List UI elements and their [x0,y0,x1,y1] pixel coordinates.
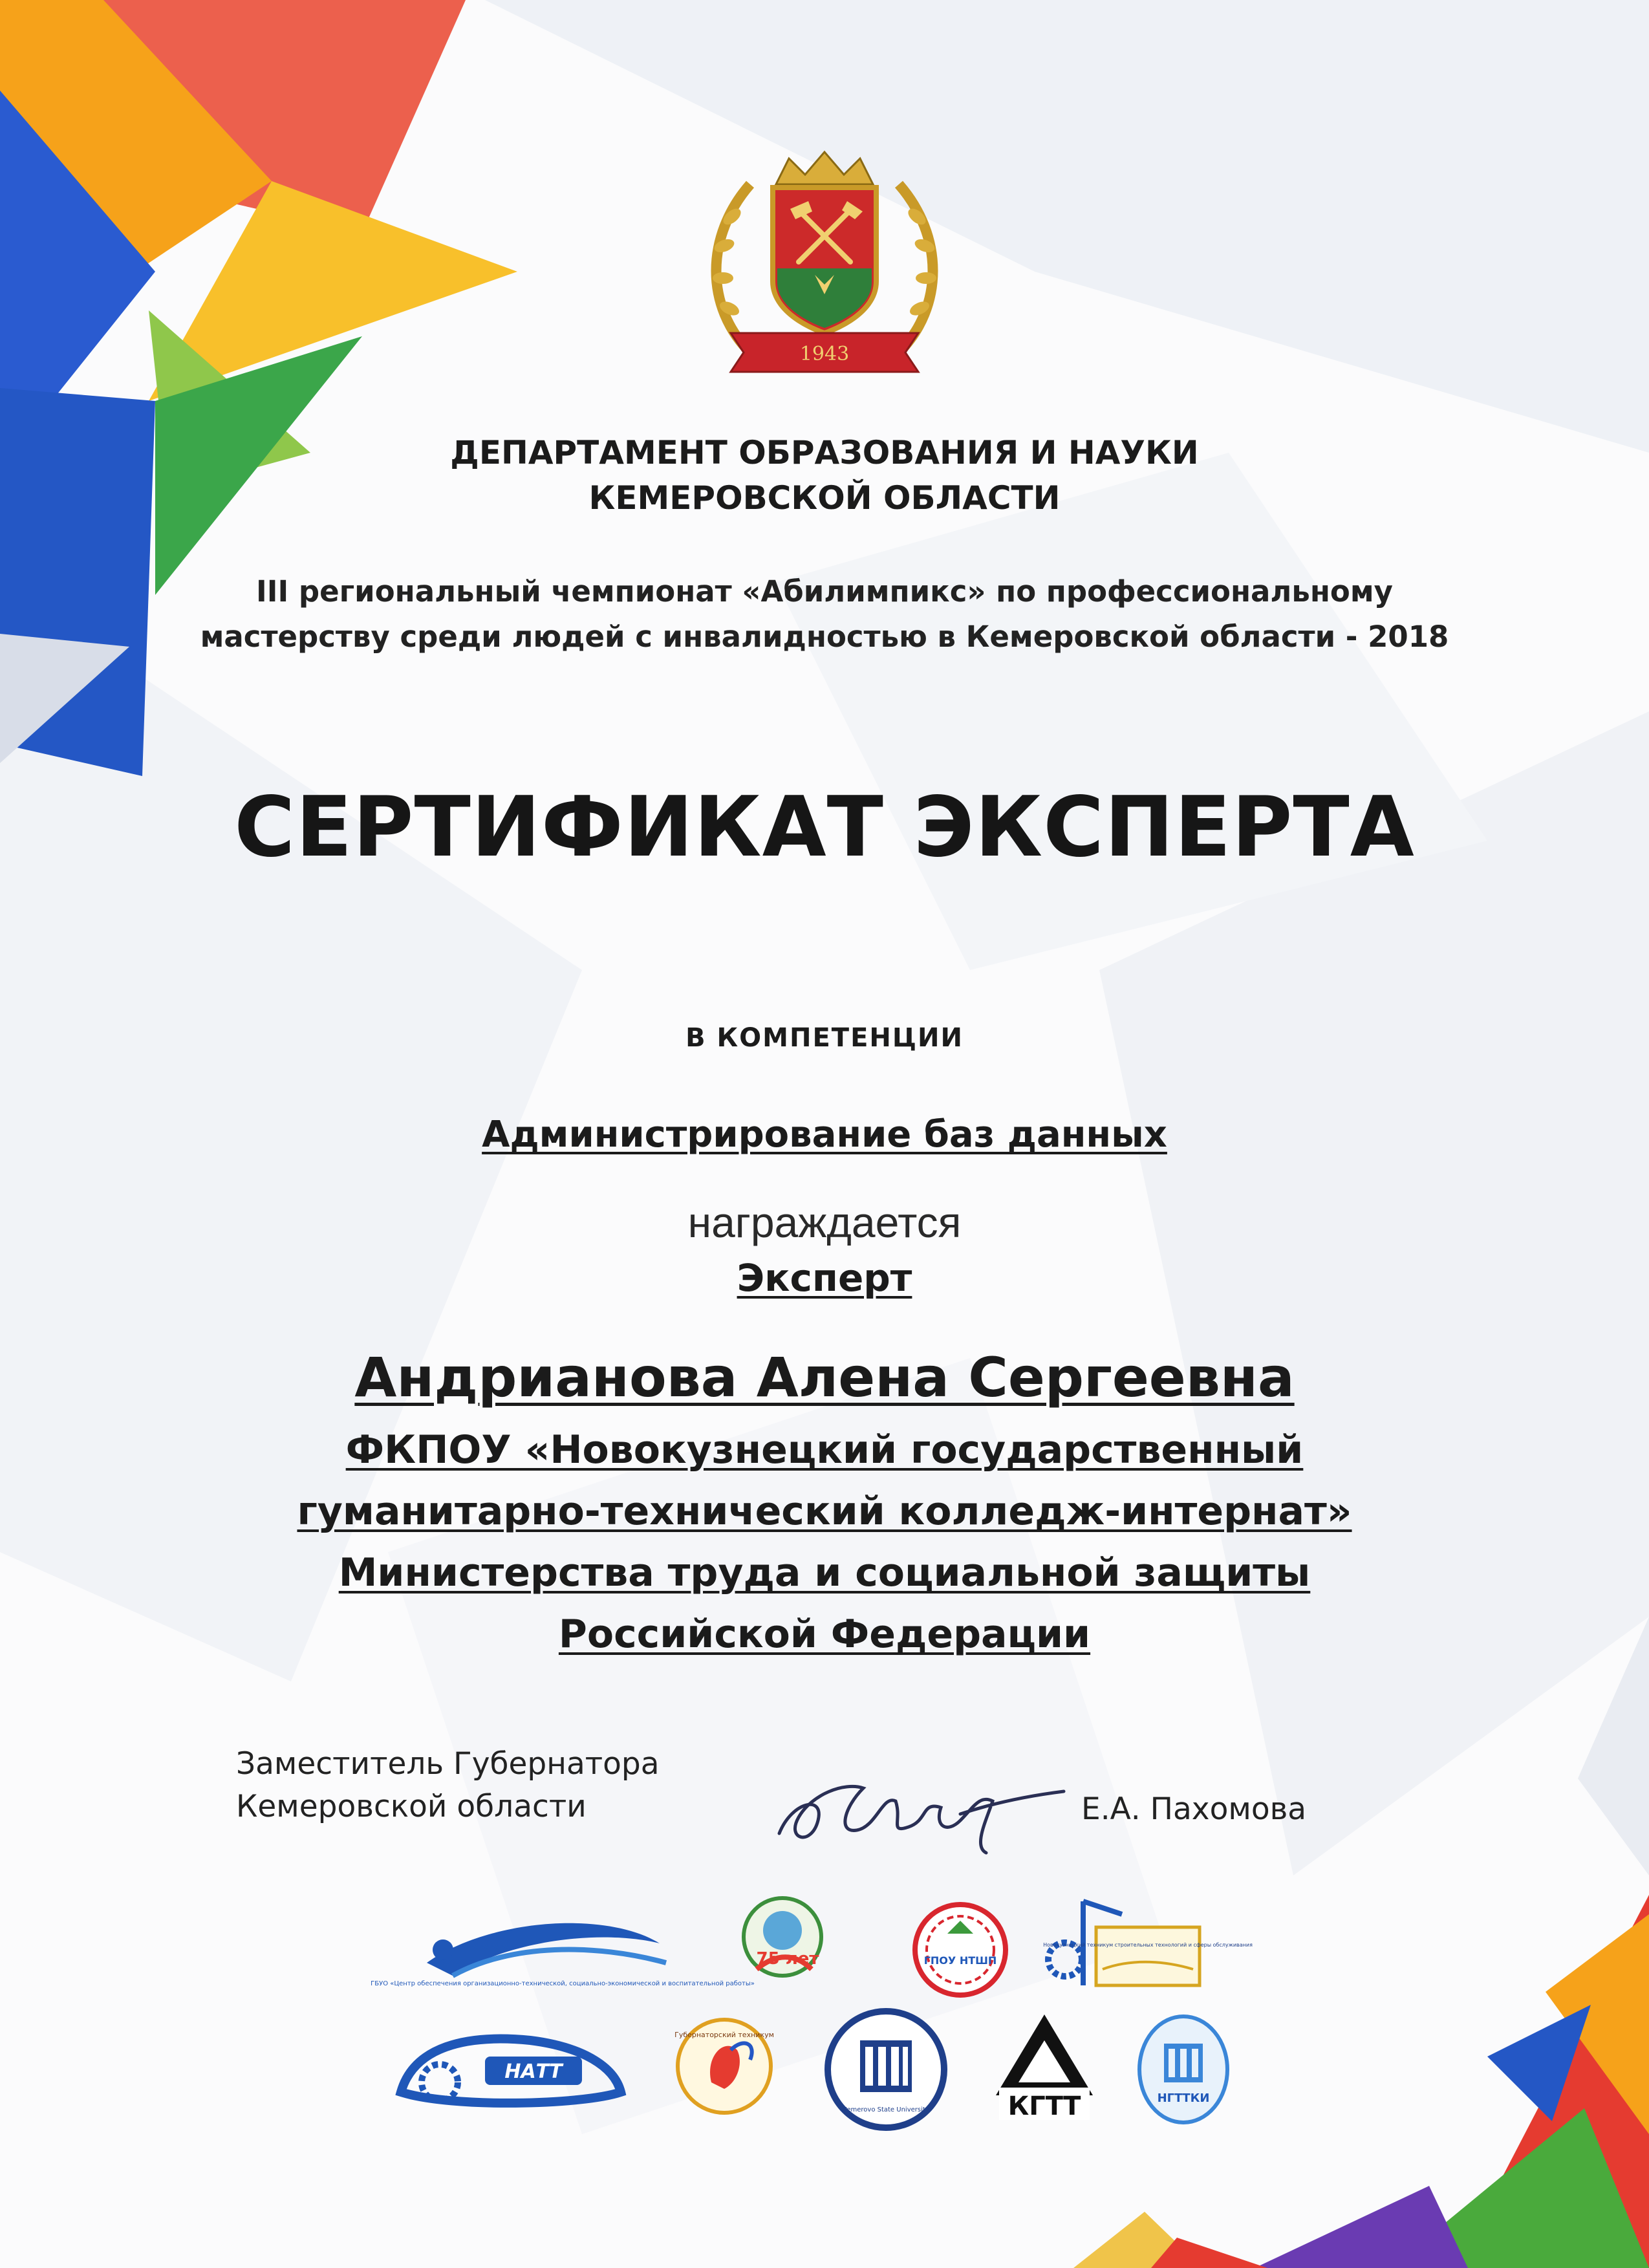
organization-line-4-text: Российской Федерации [558,1612,1091,1657]
organization-center-logo [371,1905,755,1995]
ngttki-logo-label: НГТТКИ [1157,2091,1210,2105]
construction-technical-school-logo [1043,1888,1253,1998]
anniversary-75-logo-label: 75 лет [756,1949,819,1969]
gpou-ntshp-logo-label: ГПОУ НТШП [923,1954,997,1967]
natt-logo [388,2021,630,2118]
organization-line-2-text: гуманитарно-технический колледж-интернат» [297,1489,1352,1534]
organization-line-1-text: ФКПОУ «Новокузнецкий государственный [345,1427,1304,1473]
organization-line-2 [0,1481,1649,1542]
role-text: Эксперт [737,1256,912,1300]
coat-of-arms-emblem [679,139,970,398]
recipient-name: Андрианова Алена Сергеевна [354,1346,1295,1409]
competence-label: В КОМПЕТЕНЦИИ [685,1023,964,1053]
certificate-title: СЕРТИФИКАТ ЭКСПЕРТА [234,779,1415,876]
coat-of-arms-year: 1943 [799,343,850,365]
construction-technical-school-logo-label: Новокузнецкий техникум строительных технологий и сферы обслуживания [1043,1942,1253,1948]
anniversary-75-logo [737,1892,828,1995]
food-industry-technical-school-logo [673,2011,776,2128]
competence-name: Администрирование баз данных [482,1114,1167,1156]
signatory-position [236,1743,660,1828]
food-industry-technical-school-logo-label: Губернаторский техникум [674,2031,774,2039]
kgtt-logo [989,2011,1099,2128]
natt-logo-label: НАТТ [504,2060,563,2083]
kgtt-logo-label: КГТТ [1008,2091,1081,2121]
kemerovo-state-university-logo [821,2005,951,2134]
ngttki-logo [1135,2011,1232,2128]
signatory-position-line-1: Заместитель Губернатора [236,1746,660,1782]
gpou-ntshp-logo [909,1898,1012,2002]
handwritten-signature [766,1756,1070,1866]
signatory-name: Е.А. Пахомова [1081,1791,1307,1827]
department-line-1: ДЕПАРТАМЕНТ ОБРАЗОВАНИЯ И НАУКИ [450,434,1199,471]
department-heading [0,430,1649,521]
organization-center-logo-label: ГБУО «Центр обеспечения организационно-технической, социально-экономической и воспитательной работы» [371,1980,755,1987]
organization-line-4 [0,1604,1649,1665]
organization-line-3 [0,1542,1649,1604]
kemerovo-state-university-logo-label: Kemerovo State University [843,2106,929,2113]
department-line-2: КЕМЕРОВСКОЙ ОБЛАСТИ [588,479,1061,517]
awarded-text: награждается [687,1198,962,1246]
organization-line-3-text: Министерства труда и социальной защиты [338,1550,1311,1595]
championship-line-1: III региональный чемпионат «Абилимпикс» по профессиональному [256,574,1393,609]
signatory-position-line-2: Кемеровской области [236,1789,587,1824]
organization-block [0,1420,1649,1665]
championship-line-2: мастерству среди людей с инвалидностью в Кемеровской области - 2018 [200,620,1449,654]
organization-line-1 [0,1420,1649,1481]
championship-heading [0,569,1649,660]
